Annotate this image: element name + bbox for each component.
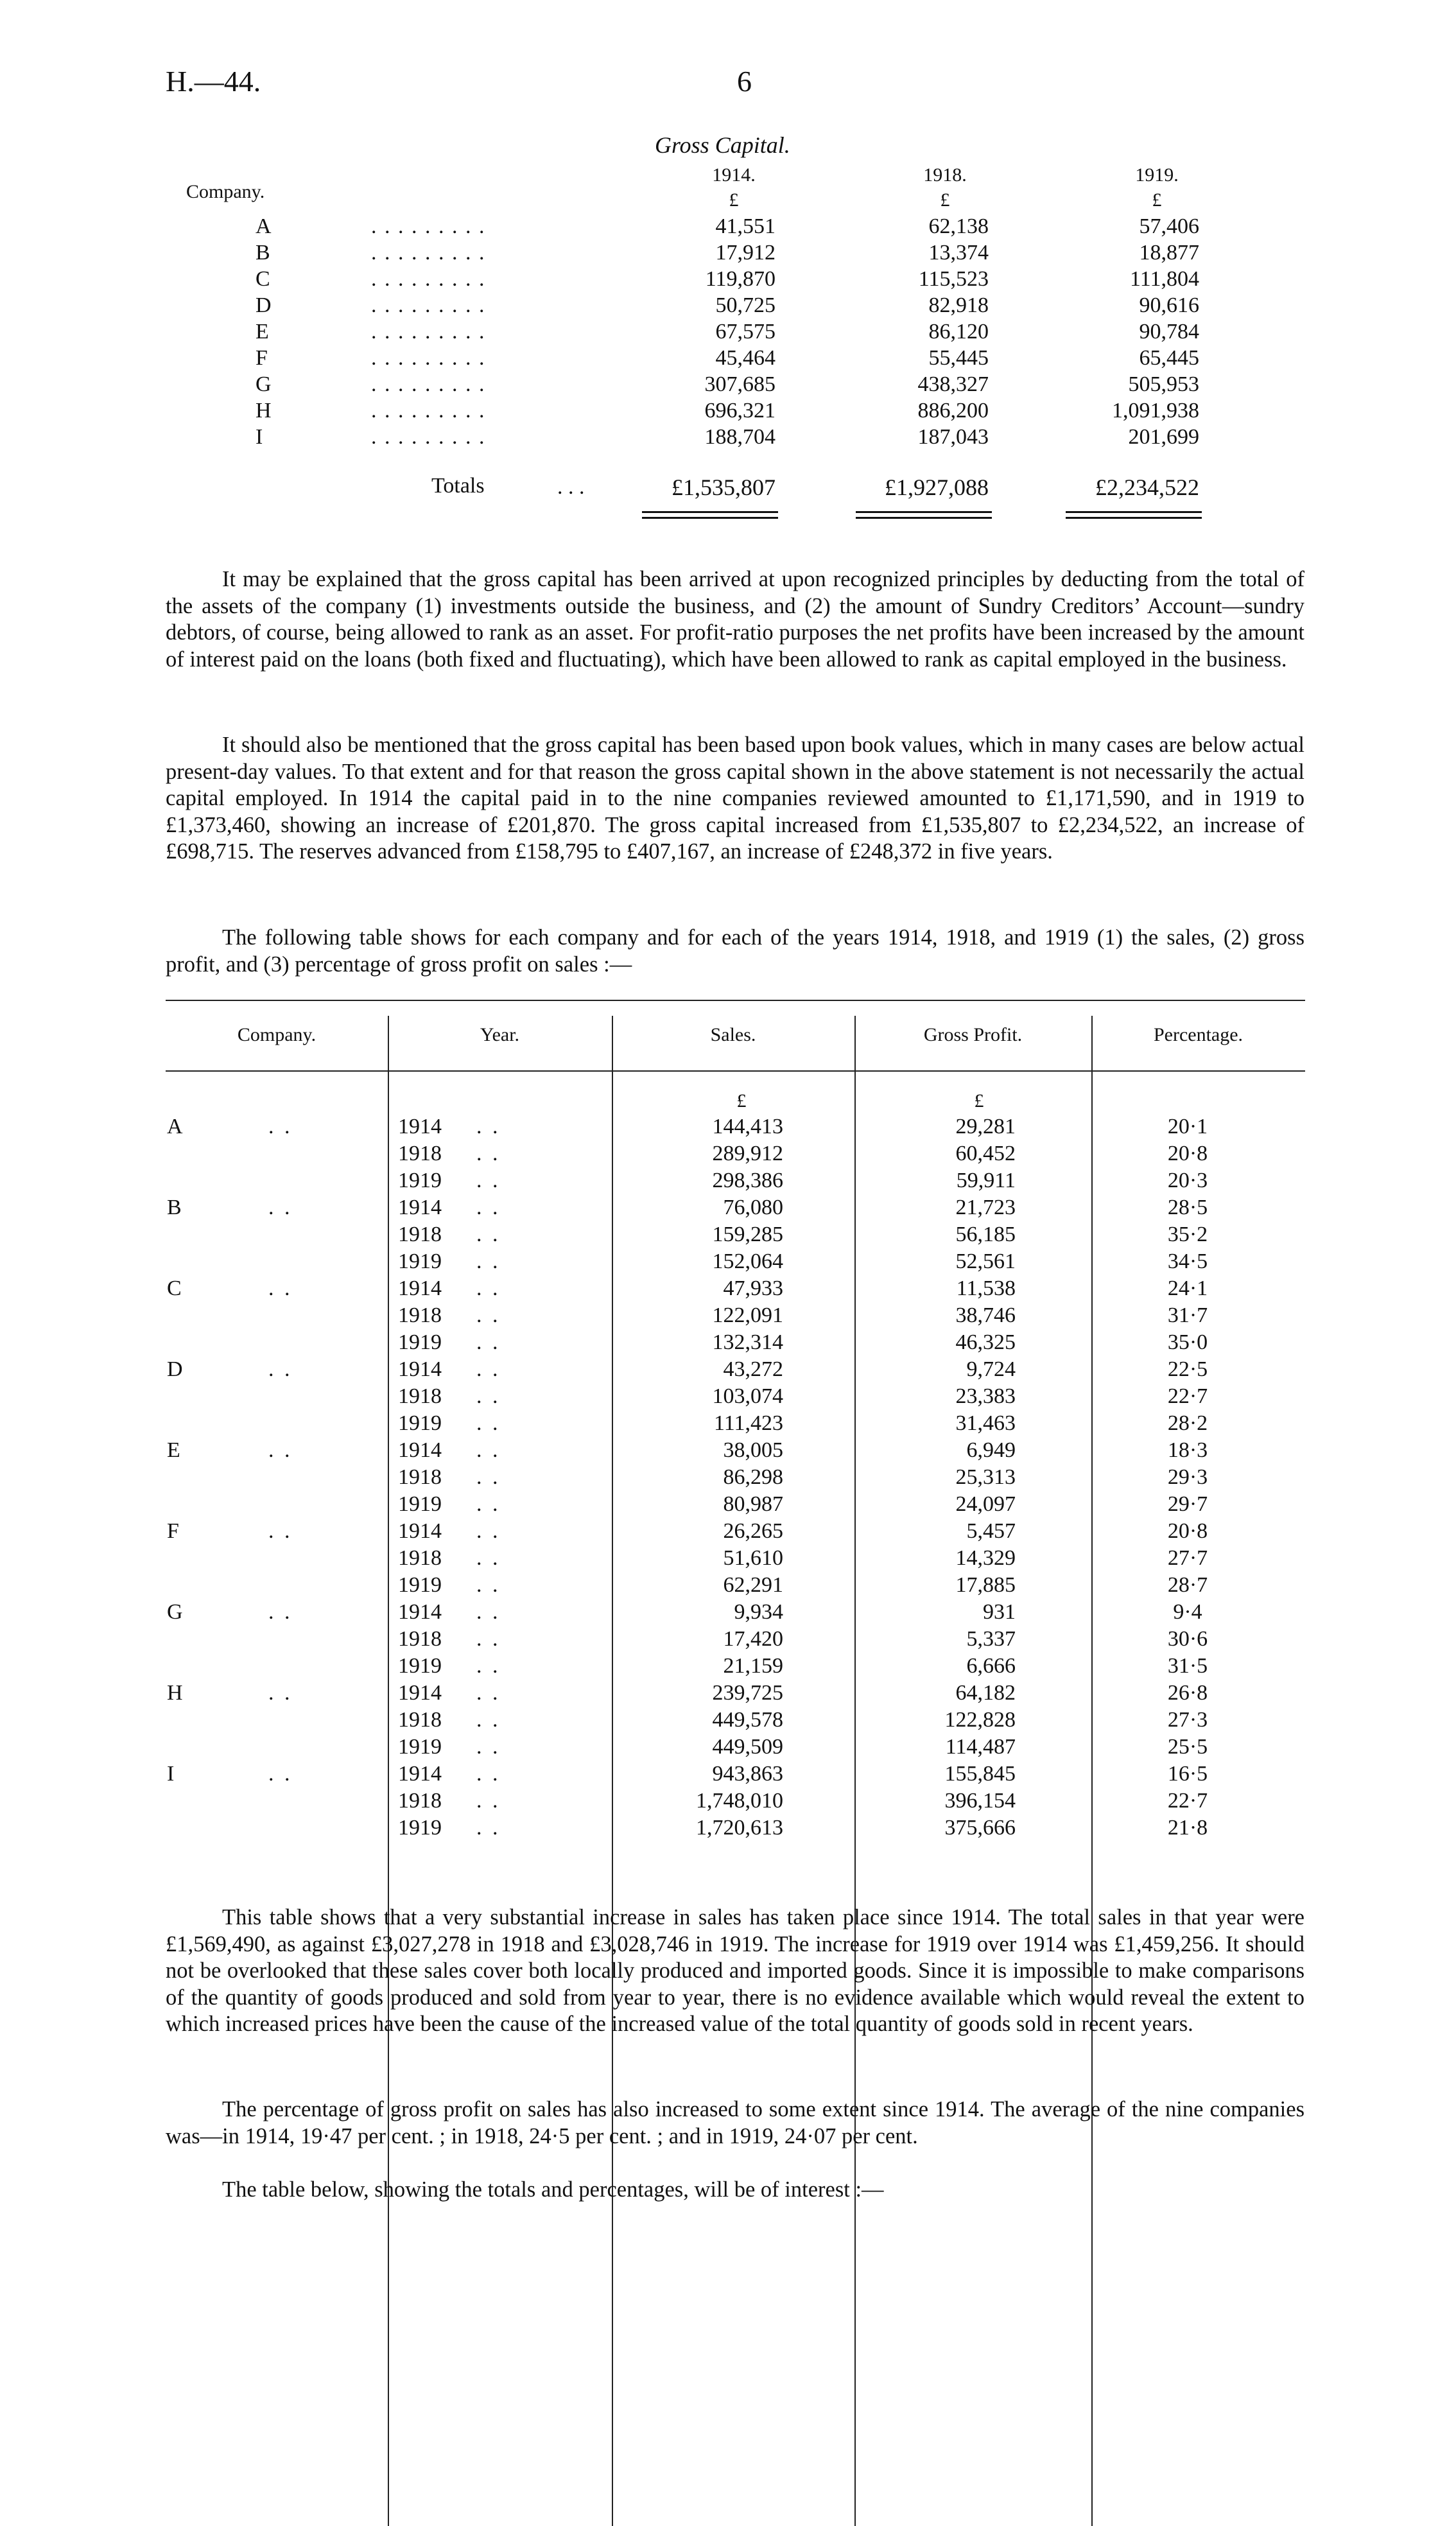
leader-dots: . . . . . . . . . — [371, 293, 486, 317]
year-cell: 1918 — [398, 1384, 442, 1408]
company-letter: B — [256, 241, 270, 265]
table-row — [0, 1600, 1456, 1627]
table-top-rule — [166, 1000, 1305, 1001]
gross-profit-cell: 9,724 — [966, 1357, 1016, 1381]
sales-currency: £ — [736, 1090, 747, 1111]
gross-capital-1914: 50,725 — [715, 293, 776, 317]
gross-profit-cell: 25,313 — [955, 1465, 1016, 1489]
gross-capital-1914: 119,870 — [705, 267, 776, 291]
sales-cell: 21,159 — [723, 1654, 783, 1678]
sales-cell: 80,987 — [723, 1492, 783, 1516]
sales-cell: 9,934 — [734, 1600, 783, 1624]
company-leader-dots: . . — [268, 1115, 293, 1138]
year-leader-dots: . . — [476, 1223, 501, 1246]
gross-capital-1918: 438,327 — [917, 372, 989, 396]
company-leader-dots: . . — [268, 1196, 293, 1219]
gross-capital-1919: 90,616 — [1139, 293, 1199, 317]
sales-cell: 43,272 — [723, 1357, 783, 1381]
page-number: 6 — [737, 65, 752, 98]
paragraph-book-values: It should also be mentioned that the gross capital has been based upon book values, which in many cases are below actual present-day values. To that extent and for that reason the gross capital shown in the above statement is not necessarily the actual capital employed. In 1914 the capital paid in to the nine companies reviewed amounted to £1,171,590, and in 1919 to £1,373,460, showing an increase of £201,870. The gross capital increased from £1,535,807 to £2,234,522, an increase of £698,715. The reserves advanced from £158,795 to £407,167, an increase of £248,372 in five years. — [166, 733, 1304, 864]
table-header-rule — [166, 1070, 1305, 1072]
gross-profit-cell: 21,723 — [955, 1196, 1016, 1219]
company-cell: C — [167, 1276, 182, 1300]
table-row — [0, 1735, 1456, 1762]
gross-capital-1919: 201,699 — [1128, 425, 1199, 449]
percentage-cell: 29·3 — [1167, 1465, 1208, 1489]
year-leader-dots: . . — [476, 1600, 501, 1624]
company-letter: C — [256, 267, 270, 291]
percentage-cell: 28·2 — [1167, 1411, 1208, 1435]
year-cell: 1914 — [398, 1519, 442, 1543]
company-leader-dots: . . — [268, 1600, 293, 1624]
year-cell: 1914 — [398, 1600, 442, 1624]
gross-profit-cell: 46,325 — [955, 1330, 1016, 1354]
total-1918: £1,927,088 — [885, 475, 989, 500]
percentage-cell: 20·8 — [1167, 1142, 1208, 1165]
year-leader-dots: . . — [476, 1519, 501, 1543]
year-cell: 1914 — [398, 1762, 442, 1786]
gross-profit-cell: 38,746 — [955, 1303, 1016, 1327]
sales-cell: 449,578 — [712, 1708, 783, 1732]
table-row — [0, 1573, 1456, 1600]
gross-capital-1914: 67,575 — [715, 320, 776, 344]
company-leader-dots: . . — [268, 1519, 293, 1543]
gross-capital-1918: 62,138 — [928, 214, 989, 238]
year-leader-dots: . . — [476, 1708, 501, 1732]
sales-cell: 111,423 — [714, 1411, 783, 1435]
company-cell: E — [167, 1438, 180, 1462]
leader-dots: . . . . . . . . . — [371, 320, 486, 344]
year-cell: 1914 — [398, 1357, 442, 1381]
year-cell: 1918 — [398, 1789, 442, 1813]
leader-dots: . . . . . . . . . — [371, 372, 486, 396]
column-header-gross-profit: Gross Profit. — [923, 1024, 1023, 1045]
year-leader-dots: . . — [476, 1196, 501, 1219]
table-row — [0, 1142, 1456, 1169]
percentage-cell: 24·1 — [1167, 1276, 1208, 1300]
year-cell: 1918 — [398, 1303, 442, 1327]
year-leader-dots: . . — [476, 1142, 501, 1165]
gross-capital-year-1914: 1914. — [712, 164, 756, 186]
gross-capital-1919: 18,877 — [1139, 241, 1199, 265]
gross-capital-1914: 45,464 — [715, 346, 776, 370]
leader-dots: . . . . . . . . . — [371, 241, 486, 265]
gross-profit-cell: 375,666 — [944, 1816, 1016, 1840]
gross-profit-cell: 56,185 — [955, 1223, 1016, 1246]
gross-profit-cell: 114,487 — [945, 1735, 1016, 1759]
gross-profit-cell: 6,949 — [966, 1438, 1016, 1462]
gross-profit-cell: 6,666 — [966, 1654, 1016, 1678]
year-leader-dots: . . — [476, 1492, 501, 1516]
year-leader-dots: . . — [476, 1654, 501, 1678]
table-row — [0, 1492, 1456, 1519]
gross-profit-cell: 24,097 — [955, 1492, 1016, 1516]
company-letter: F — [256, 346, 268, 370]
sales-cell: 1,720,613 — [696, 1816, 783, 1840]
company-leader-dots: . . — [268, 1276, 293, 1300]
total-1914: £1,535,807 — [672, 475, 776, 500]
gross-profit-cell: 64,182 — [955, 1681, 1016, 1705]
year-leader-dots: . . — [476, 1276, 501, 1300]
gross-profit-cell: 59,911 — [956, 1169, 1016, 1192]
year-cell: 1914 — [398, 1115, 442, 1138]
percentage-cell: 9·4 — [1173, 1600, 1202, 1624]
company-cell: F — [167, 1519, 179, 1543]
gross-profit-cell: 5,457 — [966, 1519, 1016, 1543]
year-cell: 1919 — [398, 1330, 442, 1354]
gross-capital-1918: 82,918 — [928, 293, 989, 317]
percentage-cell: 31·5 — [1167, 1654, 1208, 1678]
year-cell: 1919 — [398, 1492, 442, 1516]
gross-profit-cell: 14,329 — [955, 1546, 1016, 1570]
paragraph-table-below: The table below, showing the totals and percentages, will be of interest :— — [222, 2177, 884, 2202]
table-row — [0, 1223, 1456, 1250]
gross-capital-currency-1914: £ — [729, 189, 739, 211]
gross-profit-currency: £ — [974, 1090, 984, 1111]
double-rule-1918 — [856, 511, 992, 519]
gross-profit-cell: 31,463 — [955, 1411, 1016, 1435]
table-row — [0, 1654, 1456, 1681]
percentage-cell: 31·7 — [1167, 1303, 1208, 1327]
column-header-sales: Sales. — [710, 1024, 756, 1045]
company-cell: G — [167, 1600, 183, 1624]
year-cell: 1918 — [398, 1465, 442, 1489]
table-row — [0, 1762, 1456, 1789]
company-leader-dots: . . — [268, 1762, 293, 1786]
table-row — [0, 1546, 1456, 1573]
table-row — [0, 1411, 1456, 1438]
gross-capital-year-1918: 1918. — [923, 164, 967, 186]
gross-capital-row — [0, 267, 1456, 293]
sales-cell: 76,080 — [723, 1196, 783, 1219]
sales-cell: 26,265 — [723, 1519, 783, 1543]
company-letter: E — [256, 320, 269, 344]
year-leader-dots: . . — [476, 1115, 501, 1138]
gross-capital-currency-1919: £ — [1152, 189, 1162, 211]
column-header-company: Company. — [237, 1024, 316, 1045]
column-header-year: Year. — [480, 1024, 520, 1045]
year-cell: 1918 — [398, 1627, 442, 1651]
year-leader-dots: . . — [476, 1789, 501, 1813]
percentage-cell: 18·3 — [1167, 1438, 1208, 1462]
sales-cell: 943,863 — [712, 1762, 783, 1786]
table-row — [0, 1330, 1456, 1357]
gross-capital-currency-1918: £ — [940, 189, 950, 211]
year-leader-dots: . . — [476, 1330, 501, 1354]
gross-capital-row — [0, 346, 1456, 372]
year-leader-dots: . . — [476, 1762, 501, 1786]
table-row — [0, 1276, 1456, 1303]
table-row — [0, 1465, 1456, 1492]
paragraph-percentage-average: The percentage of gross profit on sales has also increased to some extent since 1914. The average of the nine companies was—in 1914, 19·47 per cent. ; in 1918, 24·5 per cent. ; and in 1919, 24·07 per cent. — [166, 2097, 1304, 2148]
gross-profit-cell: 122,828 — [944, 1708, 1016, 1732]
sales-cell: 298,386 — [712, 1169, 783, 1192]
table-row — [0, 1789, 1456, 1816]
company-cell: H — [167, 1681, 183, 1705]
gross-capital-1919: 111,804 — [1130, 267, 1199, 291]
company-cell: A — [167, 1115, 183, 1138]
table-row — [0, 1438, 1456, 1465]
sales-cell: 289,912 — [712, 1142, 783, 1165]
company-cell: D — [167, 1357, 183, 1381]
gross-capital-row — [0, 241, 1456, 267]
table-row — [0, 1303, 1456, 1330]
table-row — [0, 1169, 1456, 1196]
percentage-cell: 27·7 — [1167, 1546, 1208, 1570]
gross-profit-cell: 23,383 — [955, 1384, 1016, 1408]
percentage-cell: 29·7 — [1167, 1492, 1208, 1516]
year-cell: 1919 — [398, 1411, 442, 1435]
year-cell: 1914 — [398, 1276, 442, 1300]
percentage-cell: 21·8 — [1167, 1816, 1208, 1840]
year-leader-dots: . . — [476, 1384, 501, 1408]
company-cell: B — [167, 1196, 182, 1219]
year-leader-dots: . . — [476, 1681, 501, 1705]
table-row — [0, 1384, 1456, 1411]
gross-capital-row — [0, 425, 1456, 451]
gross-profit-cell: 396,154 — [944, 1789, 1016, 1813]
year-leader-dots: . . — [476, 1546, 501, 1570]
sales-cell: 103,074 — [712, 1384, 783, 1408]
year-leader-dots: . . — [476, 1438, 501, 1462]
totals-label: Totals — [431, 474, 485, 498]
gross-profit-cell: 60,452 — [955, 1142, 1016, 1165]
year-cell: 1919 — [398, 1169, 442, 1192]
gross-profit-cell: 29,281 — [955, 1115, 1016, 1138]
year-cell: 1919 — [398, 1250, 442, 1273]
company-letter: I — [256, 425, 263, 449]
gross-profit-cell: 155,845 — [944, 1762, 1016, 1786]
table-row — [0, 1115, 1456, 1142]
year-leader-dots: . . — [476, 1303, 501, 1327]
company-leader-dots: . . — [268, 1438, 293, 1462]
gross-capital-1919: 90,784 — [1139, 320, 1199, 344]
sales-cell: 51,610 — [723, 1546, 783, 1570]
percentage-cell: 20·3 — [1167, 1169, 1208, 1192]
table-row — [0, 1681, 1456, 1708]
year-cell: 1919 — [398, 1573, 442, 1597]
gross-capital-1914: 41,551 — [715, 214, 776, 238]
double-rule-1919 — [1066, 511, 1202, 519]
total-1919: £2,234,522 — [1095, 475, 1199, 500]
column-header-percentage: Percentage. — [1153, 1024, 1244, 1045]
year-leader-dots: . . — [476, 1169, 501, 1192]
gross-profit-cell: 17,885 — [955, 1573, 1016, 1597]
leader-dots: . . . . . . . . . — [371, 425, 486, 449]
sales-cell: 239,725 — [712, 1681, 783, 1705]
percentage-cell: 20·1 — [1167, 1115, 1208, 1138]
year-leader-dots: . . — [476, 1411, 501, 1435]
sales-cell: 152,064 — [712, 1250, 783, 1273]
year-cell: 1914 — [398, 1438, 442, 1462]
sales-cell: 86,298 — [723, 1465, 783, 1489]
year-leader-dots: . . — [476, 1573, 501, 1597]
sales-cell: 38,005 — [723, 1438, 783, 1462]
percentage-cell: 28·7 — [1167, 1573, 1208, 1597]
gross-capital-1918: 187,043 — [917, 425, 989, 449]
double-rule-1914 — [642, 511, 778, 519]
leader-dots: . . . . . . . . . — [371, 267, 486, 291]
gross-capital-1914: 696,321 — [704, 399, 776, 422]
table-row — [0, 1708, 1456, 1735]
totals-leader-dots: . . . — [557, 475, 585, 499]
percentage-cell: 25·5 — [1167, 1735, 1208, 1759]
percentage-cell: 26·8 — [1167, 1681, 1208, 1705]
table-row — [0, 1250, 1456, 1276]
gross-capital-1919: 57,406 — [1139, 214, 1199, 238]
leader-dots: . . . . . . . . . — [371, 214, 486, 238]
year-cell: 1919 — [398, 1654, 442, 1678]
year-cell: 1919 — [398, 1816, 442, 1840]
paragraph-sales-increase: This table shows that a very substantial increase in sales has taken place since 1914. The total sales in that year were £1,569,490, as against £3,027,278 in 1918 and £3,028,746 in 1919. The increase for 1919 over 1914 was £1,459,256. It should not be overlooked that these sales cover both locally produced and imported goods. Since it is impossible to make comparisons of the quantity of goods produced and sold from year to year, there is no evidence available which would reveal the extent to which increased prices have been the cause of the increased value of the total quantity of goods sold in recent years. — [166, 1905, 1304, 2036]
year-cell: 1919 — [398, 1735, 442, 1759]
year-cell: 1918 — [398, 1142, 442, 1165]
percentage-cell: 22·7 — [1167, 1789, 1208, 1813]
table-row — [0, 1196, 1456, 1223]
year-cell: 1918 — [398, 1546, 442, 1570]
gross-profit-cell: 11,538 — [956, 1276, 1016, 1300]
year-leader-dots: . . — [476, 1357, 501, 1381]
company-letter: A — [256, 214, 272, 238]
sales-cell: 62,291 — [723, 1573, 783, 1597]
table-row — [0, 1816, 1456, 1843]
gross-capital-1919: 505,953 — [1128, 372, 1199, 396]
paragraph-gross-capital-explanation: It may be explained that the gross capital has been arrived at upon recognized principles by deducting from the total of the assets of the company (1) investments outside the business, and (2) the amount of Sundry Creditors’ Account—sundry debtors, of course, being allowed to rank as an asset. For profit-ratio purposes the net profits have been increased by the amount of interest paid on the loans (both fixed and fluctuating), which have been allowed to rank as capital employed in the business. — [166, 567, 1304, 672]
gross-capital-row — [0, 399, 1456, 425]
percentage-cell: 16·5 — [1167, 1762, 1208, 1786]
sales-cell: 449,509 — [712, 1735, 783, 1759]
leader-dots: . . . . . . . . . — [371, 346, 486, 370]
sales-cell: 159,285 — [712, 1223, 783, 1246]
gross-capital-1914: 17,912 — [715, 241, 776, 265]
company-leader-dots: . . — [268, 1681, 293, 1705]
year-cell: 1918 — [398, 1708, 442, 1732]
year-leader-dots: . . — [476, 1250, 501, 1273]
leader-dots: . . . . . . . . . — [371, 399, 486, 422]
year-leader-dots: . . — [476, 1465, 501, 1489]
sales-cell: 17,420 — [723, 1627, 783, 1651]
company-letter: H — [256, 399, 272, 422]
percentage-cell: 34·5 — [1167, 1250, 1208, 1273]
gross-capital-1919: 1,091,938 — [1112, 399, 1199, 422]
paragraph-table-intro: The following table shows for each company and for each of the years 1914, 1918, and 1919 (1) the sales, (2) gross profit, and (3) percentage of gross profit on sales :— — [166, 925, 1304, 977]
gross-capital-title: Gross Capital. — [655, 132, 790, 158]
company-leader-dots: . . — [268, 1357, 293, 1381]
percentage-cell: 30·6 — [1167, 1627, 1208, 1651]
gross-capital-1918: 55,445 — [928, 346, 989, 370]
sales-cell: 144,413 — [712, 1115, 783, 1138]
gross-capital-1918: 886,200 — [917, 399, 989, 422]
table-row — [0, 1627, 1456, 1654]
gross-capital-row — [0, 214, 1456, 241]
year-leader-dots: . . — [476, 1735, 501, 1759]
company-letter: G — [256, 372, 272, 396]
sales-cell: 1,748,010 — [696, 1789, 783, 1813]
gross-capital-row — [0, 293, 1456, 320]
year-cell: 1914 — [398, 1681, 442, 1705]
percentage-cell: 27·3 — [1167, 1708, 1208, 1732]
sales-cell: 132,314 — [712, 1330, 783, 1354]
gross-capital-1914: 188,704 — [704, 425, 776, 449]
percentage-cell: 35·2 — [1167, 1223, 1208, 1246]
gross-profit-cell: 931 — [983, 1600, 1016, 1624]
gross-capital-company-header: Company. — [186, 181, 265, 202]
gross-capital-1918: 86,120 — [928, 320, 989, 344]
percentage-cell: 22·5 — [1167, 1357, 1208, 1381]
gross-capital-row — [0, 320, 1456, 346]
year-cell: 1914 — [398, 1196, 442, 1219]
company-cell: I — [167, 1762, 175, 1786]
sales-cell: 122,091 — [712, 1303, 783, 1327]
company-letter: D — [256, 293, 272, 317]
year-cell: 1918 — [398, 1223, 442, 1246]
gross-profit-cell: 52,561 — [955, 1250, 1016, 1273]
gross-capital-1914: 307,685 — [704, 372, 776, 396]
gross-capital-1919: 65,445 — [1139, 346, 1199, 370]
gross-capital-1918: 115,523 — [918, 267, 989, 291]
gross-capital-1918: 13,374 — [928, 241, 989, 265]
gross-profit-cell: 5,337 — [966, 1627, 1016, 1651]
document-reference: H.—44. — [166, 65, 261, 98]
percentage-cell: 28·5 — [1167, 1196, 1208, 1219]
gross-capital-year-1919: 1919. — [1135, 164, 1179, 186]
percentage-cell: 35·0 — [1167, 1330, 1208, 1354]
percentage-cell: 20·8 — [1167, 1519, 1208, 1543]
gross-capital-row — [0, 372, 1456, 399]
year-leader-dots: . . — [476, 1627, 501, 1651]
table-row — [0, 1519, 1456, 1546]
sales-cell: 47,933 — [723, 1276, 783, 1300]
table-row — [0, 1357, 1456, 1384]
percentage-cell: 22·7 — [1167, 1384, 1208, 1408]
year-leader-dots: . . — [476, 1816, 501, 1840]
